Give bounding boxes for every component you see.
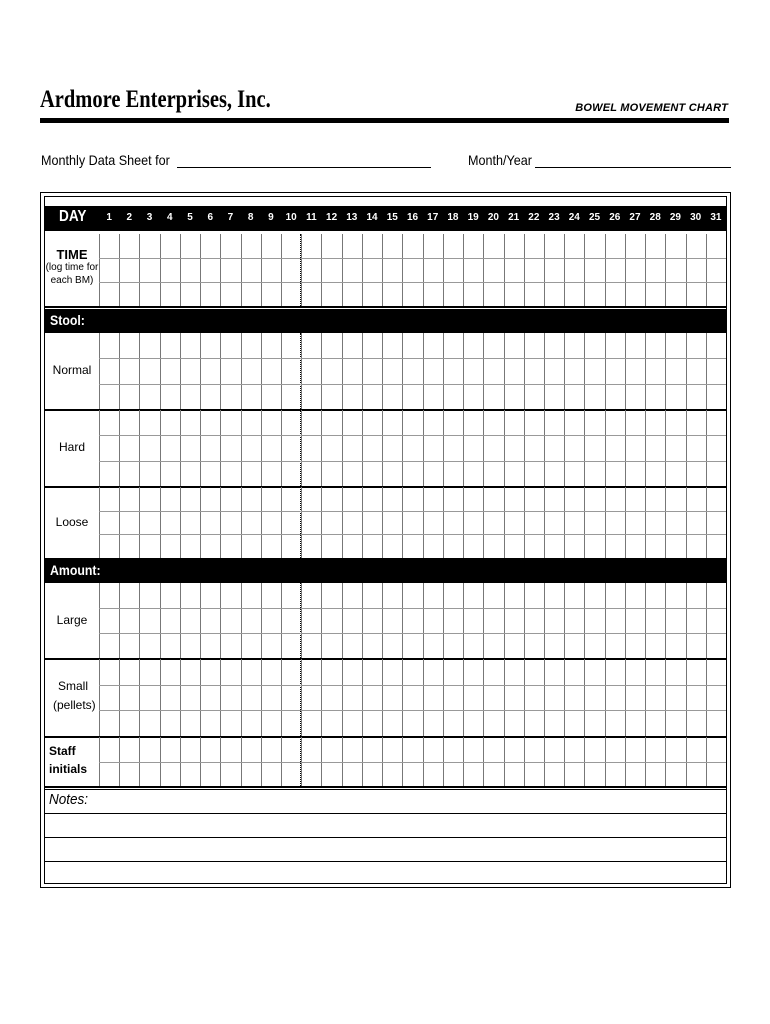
grid-column[interactable] xyxy=(665,333,685,409)
grid-column[interactable] xyxy=(99,333,119,409)
grid-column[interactable] xyxy=(342,333,362,409)
grid-column[interactable] xyxy=(301,659,321,736)
grid-column[interactable] xyxy=(362,333,382,409)
grid-column[interactable] xyxy=(99,583,119,658)
grid-column[interactable] xyxy=(564,583,584,658)
stool-section-band xyxy=(45,309,726,333)
grid-column[interactable] xyxy=(301,410,321,486)
grid-column[interactable] xyxy=(382,659,402,736)
grid-column[interactable] xyxy=(584,333,604,409)
grid-column[interactable] xyxy=(544,487,564,558)
grid-column[interactable] xyxy=(160,234,180,306)
grid-column[interactable] xyxy=(160,659,180,736)
grid-cells xyxy=(99,487,726,558)
grid-column[interactable] xyxy=(443,410,463,486)
grid-row-line xyxy=(99,710,726,711)
grid-column[interactable] xyxy=(483,234,503,306)
day-number: 3 xyxy=(146,212,153,223)
grid-column[interactable] xyxy=(321,583,341,658)
monthly-data-field xyxy=(41,150,431,168)
hard-block xyxy=(45,410,726,486)
grid-column[interactable] xyxy=(605,583,625,658)
grid-column[interactable] xyxy=(443,487,463,558)
grid-column[interactable] xyxy=(524,333,544,409)
grid-column[interactable] xyxy=(362,583,382,658)
grid-column[interactable] xyxy=(443,583,463,658)
grid-column[interactable] xyxy=(544,333,564,409)
grid-column[interactable] xyxy=(362,234,382,306)
stool-label: Stool: xyxy=(50,312,85,328)
grid-column[interactable] xyxy=(261,234,281,306)
grid-column[interactable] xyxy=(665,487,685,558)
grid-row-line xyxy=(99,384,726,385)
notes-label: Notes: xyxy=(49,791,89,808)
grid-column[interactable] xyxy=(584,583,604,658)
day-label: DAY xyxy=(59,208,87,225)
grid-column[interactable] xyxy=(382,487,402,558)
grid-column[interactable] xyxy=(504,659,524,736)
chart-inner-frame xyxy=(44,196,727,884)
time-label: TIME xyxy=(56,247,88,262)
small-block xyxy=(45,659,726,736)
grid-column[interactable] xyxy=(564,659,584,736)
grid-column[interactable] xyxy=(139,659,159,736)
grid-column[interactable] xyxy=(524,234,544,306)
grid-column[interactable] xyxy=(625,234,645,306)
grid-column[interactable] xyxy=(564,410,584,486)
grid-column[interactable] xyxy=(261,410,281,486)
grid-column[interactable] xyxy=(321,410,341,486)
day-header-row xyxy=(45,206,726,231)
grid-column[interactable] xyxy=(665,234,685,306)
grid-column[interactable] xyxy=(119,234,139,306)
grid-column[interactable] xyxy=(220,410,240,486)
grid-column[interactable] xyxy=(645,659,665,736)
grid-column[interactable] xyxy=(160,333,180,409)
grid-column[interactable] xyxy=(402,659,422,736)
grid-column[interactable] xyxy=(321,659,341,736)
grid-column[interactable] xyxy=(342,234,362,306)
grid-column[interactable] xyxy=(686,410,706,486)
day-number: 6 xyxy=(207,212,214,223)
grid-column[interactable] xyxy=(706,487,726,558)
time-row-label xyxy=(45,248,99,287)
block-divider xyxy=(45,786,726,788)
grid-column[interactable] xyxy=(605,410,625,486)
grid-column[interactable] xyxy=(463,487,483,558)
grid-column[interactable] xyxy=(362,659,382,736)
grid-row-line xyxy=(99,358,726,359)
header-rule xyxy=(40,118,729,123)
grid-column[interactable] xyxy=(524,487,544,558)
month-year-blank[interactable] xyxy=(535,150,731,168)
grid-row-line xyxy=(99,608,726,609)
grid-row-line xyxy=(99,282,726,283)
amount-section-band xyxy=(45,559,726,583)
grid-column[interactable] xyxy=(504,333,524,409)
grid-column[interactable] xyxy=(241,659,261,736)
grid-column[interactable] xyxy=(625,410,645,486)
day-number: 10 xyxy=(285,212,297,223)
grid-column[interactable] xyxy=(706,410,726,486)
grid-column[interactable] xyxy=(625,659,645,736)
grid-column[interactable] xyxy=(99,234,119,306)
grid-column[interactable] xyxy=(220,659,240,736)
grid-column[interactable] xyxy=(220,333,240,409)
grid-column[interactable] xyxy=(200,410,220,486)
grid-column[interactable] xyxy=(686,583,706,658)
grid-column[interactable] xyxy=(119,333,139,409)
bowel-chart-table xyxy=(40,192,731,888)
small-label: Small (pellets) xyxy=(53,679,96,713)
month-year-label: Month/Year xyxy=(468,152,532,168)
grid-column[interactable] xyxy=(564,234,584,306)
grid-column[interactable] xyxy=(180,487,200,558)
grid-column[interactable] xyxy=(119,659,139,736)
grid-column[interactable] xyxy=(160,583,180,658)
monthly-data-label: Monthly Data Sheet for xyxy=(41,152,170,168)
grid-cells xyxy=(99,659,726,736)
grid-column[interactable] xyxy=(180,583,200,658)
large-block xyxy=(45,583,726,658)
grid-column[interactable] xyxy=(261,659,281,736)
grid-column[interactable] xyxy=(645,487,665,558)
grid-column[interactable] xyxy=(180,234,200,306)
grid-row-line xyxy=(99,534,726,535)
grid-column[interactable] xyxy=(342,487,362,558)
day-number: 14 xyxy=(366,212,378,223)
grid-column[interactable] xyxy=(706,333,726,409)
grid-column[interactable] xyxy=(402,333,422,409)
day-number: 8 xyxy=(247,212,254,223)
grid-column[interactable] xyxy=(119,487,139,558)
grid-column[interactable] xyxy=(220,583,240,658)
grid-row-line xyxy=(99,435,726,436)
day-number: 19 xyxy=(467,212,479,223)
day-number: 23 xyxy=(548,212,560,223)
grid-column[interactable] xyxy=(584,659,604,736)
grid-column[interactable] xyxy=(483,583,503,658)
grid-column[interactable] xyxy=(423,487,443,558)
day-number: 12 xyxy=(326,212,338,223)
grid-column[interactable] xyxy=(301,583,321,658)
notes-section[interactable] xyxy=(45,789,726,885)
grid-column[interactable] xyxy=(483,487,503,558)
grid-column[interactable] xyxy=(564,487,584,558)
grid-column[interactable] xyxy=(686,234,706,306)
day-number: 15 xyxy=(386,212,398,223)
grid-column[interactable] xyxy=(645,333,665,409)
grid-column[interactable] xyxy=(443,659,463,736)
grid-column[interactable] xyxy=(119,583,139,658)
normal-label: Normal xyxy=(52,363,92,377)
grid-column[interactable] xyxy=(342,659,362,736)
grid-column[interactable] xyxy=(241,583,261,658)
grid-column[interactable] xyxy=(544,659,564,736)
grid-column[interactable] xyxy=(544,583,564,658)
grid-column[interactable] xyxy=(281,234,301,306)
grid-column[interactable] xyxy=(584,487,604,558)
grid-column[interactable] xyxy=(625,487,645,558)
grid-row-line xyxy=(99,762,726,763)
grid-column[interactable] xyxy=(706,234,726,306)
grid-column[interactable] xyxy=(402,410,422,486)
day-number: 2 xyxy=(126,212,133,223)
grid-column[interactable] xyxy=(524,583,544,658)
grid-column[interactable] xyxy=(423,333,443,409)
grid-column[interactable] xyxy=(99,410,119,486)
grid-row-line xyxy=(99,633,726,634)
grid-column[interactable] xyxy=(423,234,443,306)
grid-column[interactable] xyxy=(463,659,483,736)
grid-column[interactable] xyxy=(504,410,524,486)
grid-column[interactable] xyxy=(261,333,281,409)
grid-column[interactable] xyxy=(443,333,463,409)
grid-column[interactable] xyxy=(139,333,159,409)
day-number: 11 xyxy=(306,212,317,223)
day-number: 24 xyxy=(568,212,580,223)
grid-column[interactable] xyxy=(281,333,301,409)
grid-column[interactable] xyxy=(382,410,402,486)
grid-column[interactable] xyxy=(382,583,402,658)
grid-row-line xyxy=(99,685,726,686)
grid-column[interactable] xyxy=(483,333,503,409)
grid-column[interactable] xyxy=(301,487,321,558)
grid-column[interactable] xyxy=(241,333,261,409)
grid-column[interactable] xyxy=(443,234,463,306)
grid-column[interactable] xyxy=(706,659,726,736)
grid-column[interactable] xyxy=(261,583,281,658)
grid-column[interactable] xyxy=(362,487,382,558)
grid-column[interactable] xyxy=(301,234,321,306)
loose-label: Loose xyxy=(55,515,89,529)
grid-column[interactable] xyxy=(402,234,422,306)
grid-column[interactable] xyxy=(544,410,564,486)
grid-column[interactable] xyxy=(504,583,524,658)
grid-column[interactable] xyxy=(483,659,503,736)
grid-column[interactable] xyxy=(605,333,625,409)
day-number: 26 xyxy=(609,212,621,223)
grid-column[interactable] xyxy=(160,410,180,486)
grid-column[interactable] xyxy=(220,234,240,306)
grid-column[interactable] xyxy=(200,583,220,658)
grid-column[interactable] xyxy=(645,410,665,486)
grid-column[interactable] xyxy=(645,234,665,306)
grid-column[interactable] xyxy=(544,234,564,306)
notes-line xyxy=(45,861,726,862)
grid-column[interactable] xyxy=(99,487,119,558)
grid-column[interactable] xyxy=(281,583,301,658)
monthly-data-blank[interactable] xyxy=(177,150,431,168)
day-number: 13 xyxy=(346,212,358,223)
grid-column[interactable] xyxy=(200,659,220,736)
grid-column[interactable] xyxy=(463,333,483,409)
grid-column[interactable] xyxy=(423,659,443,736)
grid-column[interactable] xyxy=(119,410,139,486)
company-name: Ardmore Enterprises, Inc. xyxy=(40,86,271,113)
grid-column[interactable] xyxy=(625,583,645,658)
grid-column[interactable] xyxy=(321,487,341,558)
grid-row-line xyxy=(99,258,726,259)
grid-column[interactable] xyxy=(605,659,625,736)
grid-column[interactable] xyxy=(402,583,422,658)
grid-column[interactable] xyxy=(665,583,685,658)
time-block xyxy=(45,234,726,306)
grid-cells xyxy=(99,583,726,658)
grid-column[interactable] xyxy=(180,410,200,486)
grid-column[interactable] xyxy=(99,659,119,736)
grid-column[interactable] xyxy=(665,410,685,486)
staff-block xyxy=(45,737,726,786)
grid-column[interactable] xyxy=(524,410,544,486)
grid-column[interactable] xyxy=(686,659,706,736)
grid-column[interactable] xyxy=(665,659,685,736)
grid-column[interactable] xyxy=(706,583,726,658)
grid-column[interactable] xyxy=(402,487,422,558)
loose-block xyxy=(45,487,726,558)
day-number: 29 xyxy=(669,212,681,223)
grid-column[interactable] xyxy=(321,333,341,409)
staff-label: Staff initials xyxy=(49,744,88,776)
day-number: 30 xyxy=(690,212,702,223)
large-label: Large xyxy=(56,613,88,627)
grid-column[interactable] xyxy=(686,333,706,409)
day-number: 17 xyxy=(427,212,439,223)
day-number: 1 xyxy=(106,212,112,223)
grid-column[interactable] xyxy=(281,410,301,486)
grid-cells xyxy=(99,333,726,409)
day-number: 9 xyxy=(268,212,274,223)
grid-column[interactable] xyxy=(180,659,200,736)
grid-column[interactable] xyxy=(139,410,159,486)
grid-column[interactable] xyxy=(342,583,362,658)
grid-row-line xyxy=(99,461,726,462)
normal-block xyxy=(45,333,726,409)
grid-column[interactable] xyxy=(362,410,382,486)
grid-column[interactable] xyxy=(180,333,200,409)
day-number: 4 xyxy=(167,212,173,223)
grid-column[interactable] xyxy=(463,234,483,306)
day-number: 21 xyxy=(508,212,520,223)
day-number: 31 xyxy=(710,212,722,223)
grid-column[interactable] xyxy=(645,583,665,658)
grid-column[interactable] xyxy=(504,234,524,306)
grid-column[interactable] xyxy=(281,659,301,736)
month-year-field xyxy=(468,150,731,168)
grid-column[interactable] xyxy=(686,487,706,558)
grid-cells xyxy=(99,410,726,486)
grid-column[interactable] xyxy=(200,487,220,558)
day-number: 18 xyxy=(447,212,459,223)
grid-column[interactable] xyxy=(241,410,261,486)
day-number: 16 xyxy=(406,212,419,223)
grid-column[interactable] xyxy=(584,234,604,306)
block-divider xyxy=(45,306,726,308)
grid-column[interactable] xyxy=(200,333,220,409)
grid-column[interactable] xyxy=(625,333,645,409)
grid-column[interactable] xyxy=(382,234,402,306)
grid-column[interactable] xyxy=(139,583,159,658)
day-number: 5 xyxy=(187,212,193,223)
notes-line xyxy=(45,837,726,838)
grid-column[interactable] xyxy=(504,487,524,558)
grid-column[interactable] xyxy=(423,583,443,658)
grid-column[interactable] xyxy=(160,487,180,558)
grid-column[interactable] xyxy=(483,410,503,486)
grid-column[interactable] xyxy=(605,234,625,306)
grid-column[interactable] xyxy=(584,410,604,486)
time-sublabel: (log time for each BM) xyxy=(45,262,99,286)
day-number: 7 xyxy=(227,212,234,223)
grid-column[interactable] xyxy=(200,234,220,306)
notes-line xyxy=(45,813,726,814)
grid-column[interactable] xyxy=(261,487,281,558)
day-number: 20 xyxy=(487,212,499,223)
grid-column[interactable] xyxy=(605,487,625,558)
grid-column[interactable] xyxy=(423,410,443,486)
grid-column[interactable] xyxy=(301,333,321,409)
day-number: 27 xyxy=(629,212,641,223)
day-number: 22 xyxy=(528,212,540,223)
chart-title: BOWEL MOVEMENT CHART xyxy=(575,102,728,114)
hard-label: Hard xyxy=(58,440,85,454)
grid-column[interactable] xyxy=(321,234,341,306)
grid-column[interactable] xyxy=(342,410,362,486)
grid-column[interactable] xyxy=(382,333,402,409)
grid-column[interactable] xyxy=(281,487,301,558)
grid-column[interactable] xyxy=(220,487,240,558)
grid-column[interactable] xyxy=(463,410,483,486)
day-number: 25 xyxy=(588,212,601,223)
notes-top-line xyxy=(45,789,726,790)
grid-column[interactable] xyxy=(524,659,544,736)
grid-column[interactable] xyxy=(241,234,261,306)
grid-column[interactable] xyxy=(564,333,584,409)
amount-label: Amount: xyxy=(50,562,101,578)
grid-cells xyxy=(99,234,726,306)
grid-column[interactable] xyxy=(241,487,261,558)
grid-row-line xyxy=(99,511,726,512)
grid-column[interactable] xyxy=(139,487,159,558)
day-number: 28 xyxy=(649,212,661,223)
grid-column[interactable] xyxy=(463,583,483,658)
grid-column[interactable] xyxy=(139,234,159,306)
